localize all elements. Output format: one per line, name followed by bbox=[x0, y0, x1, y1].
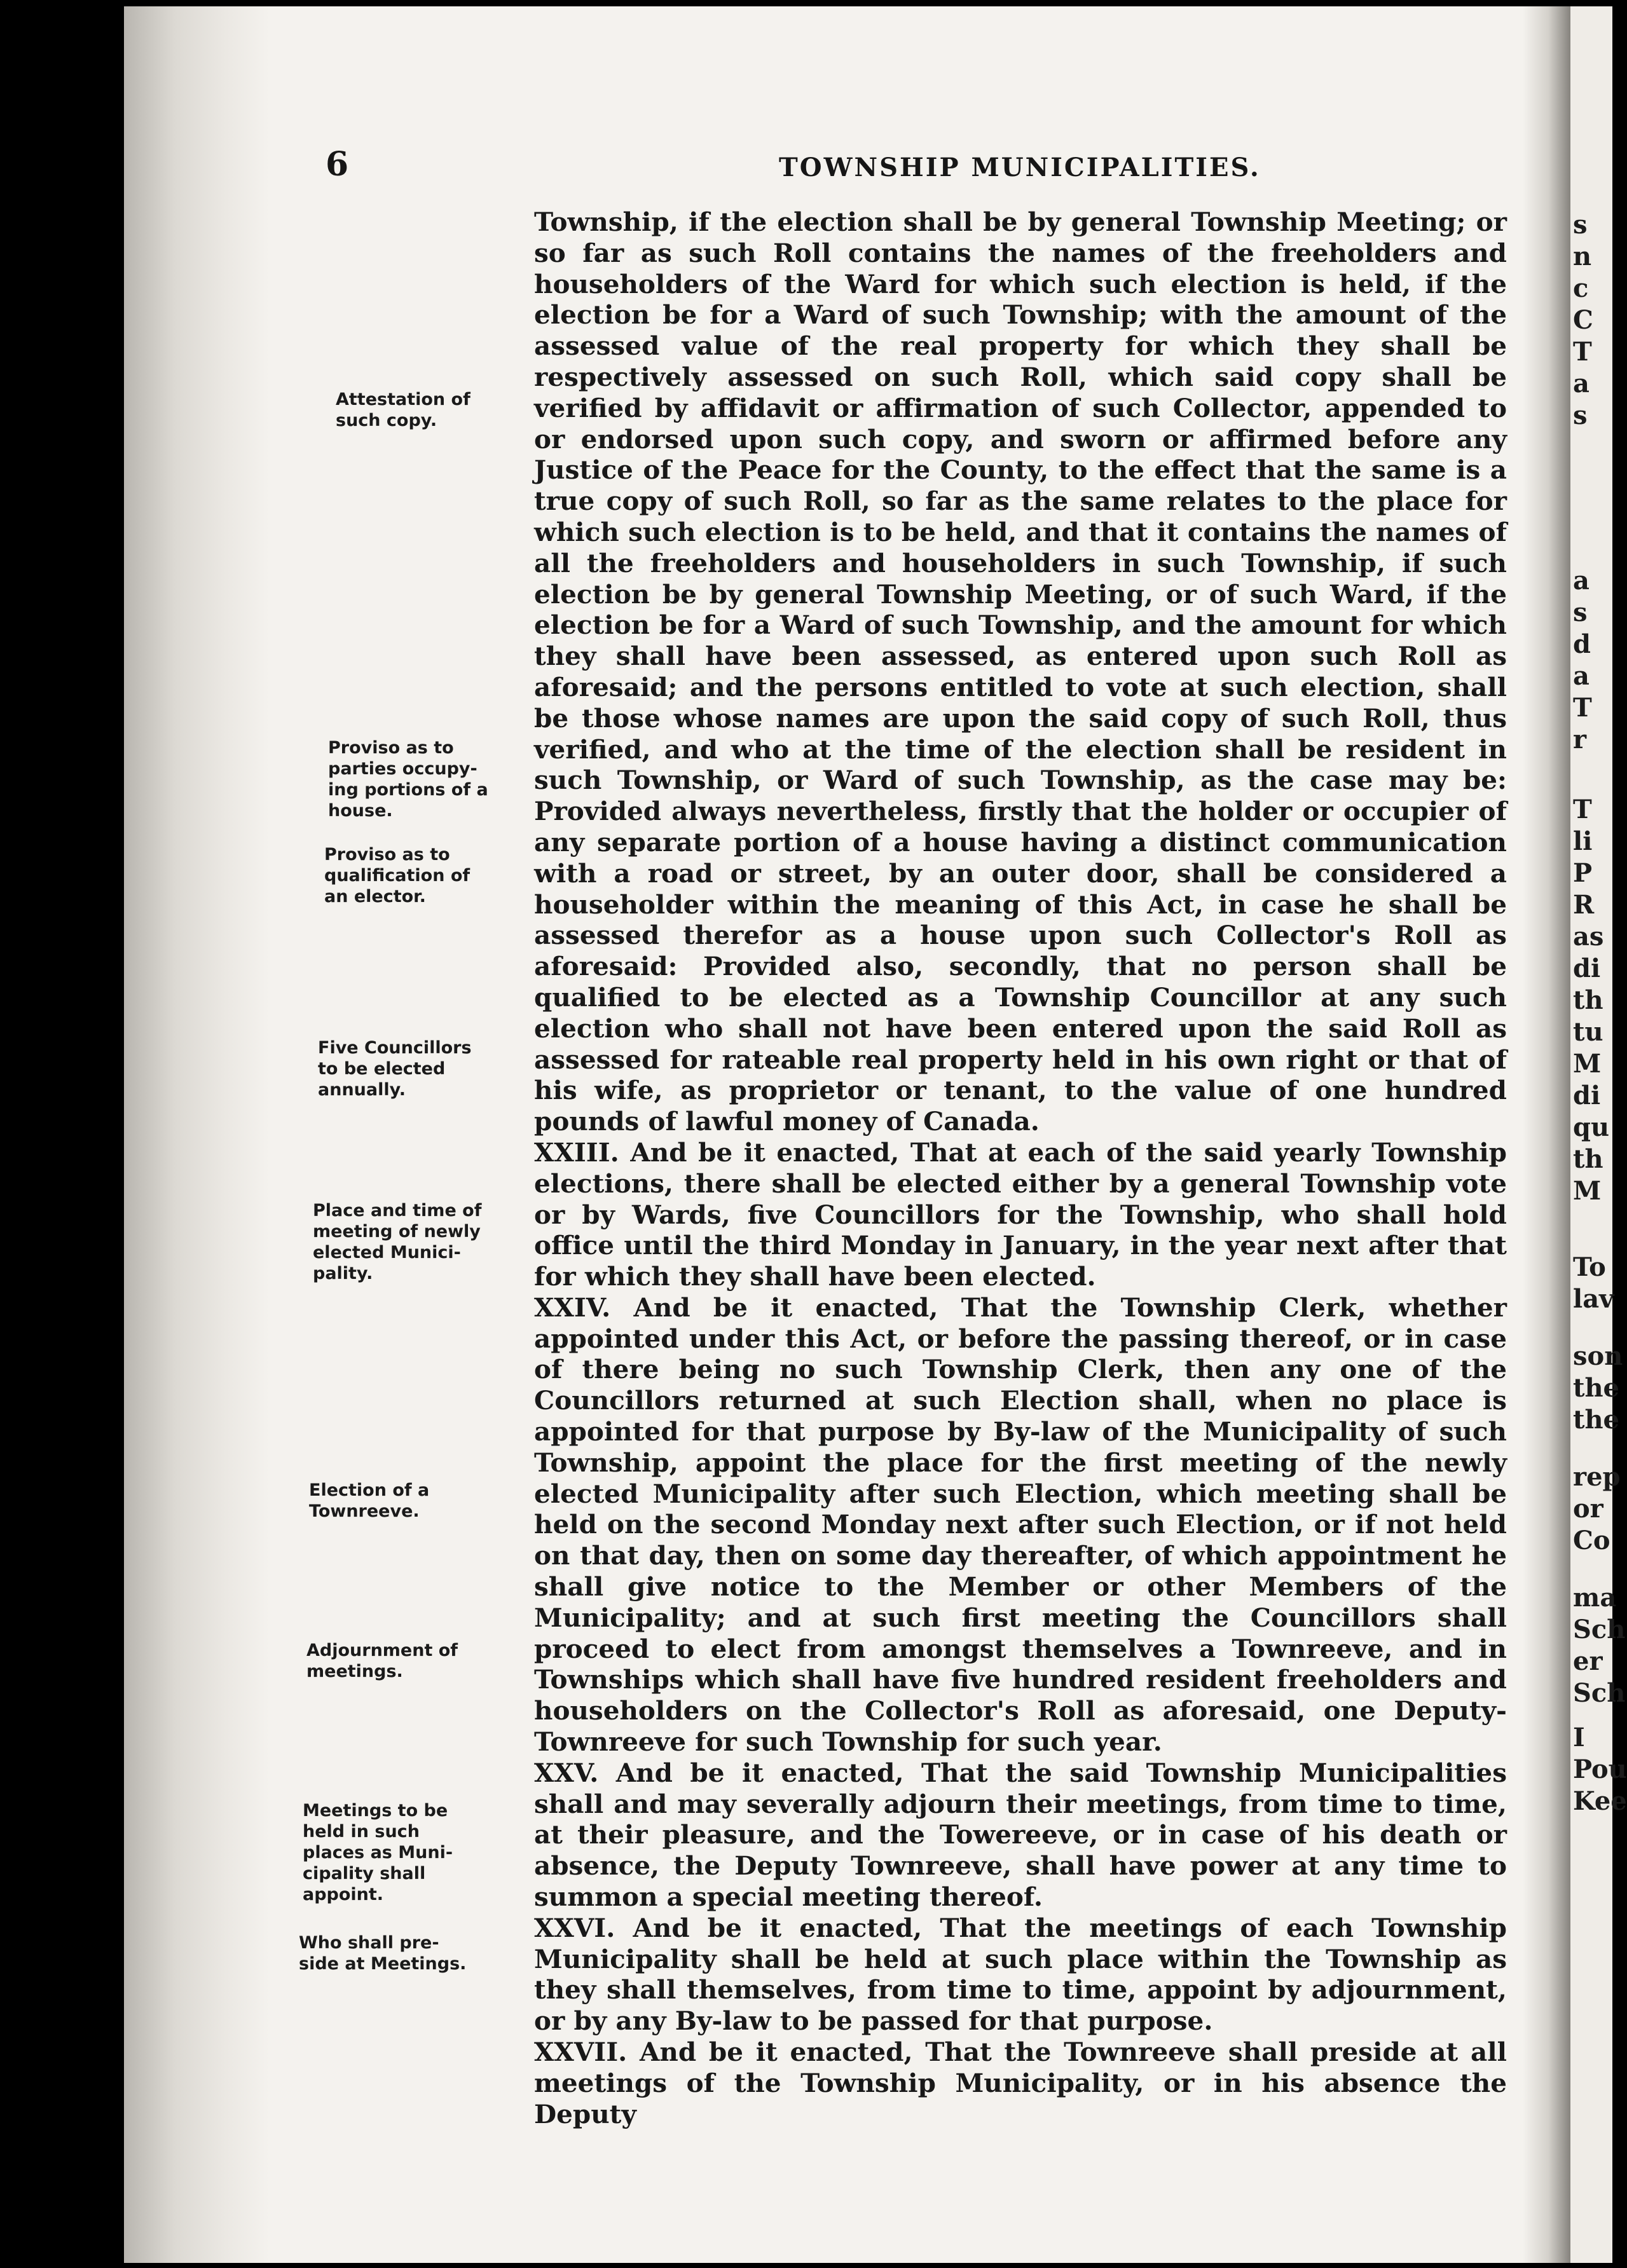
adjacent-page-fragment: rep bbox=[1573, 1462, 1621, 1492]
adjacent-page-fragment: qu bbox=[1573, 1112, 1610, 1142]
adjacent-page-fragment: lav bbox=[1573, 1284, 1614, 1314]
adjacent-page-fragment: M bbox=[1573, 1049, 1602, 1079]
adjacent-page-fragment: s bbox=[1573, 210, 1588, 240]
margin-note: Meetings to be held in such places as Muni- cipality shall appoint. bbox=[303, 1801, 453, 1904]
margin-note: Proviso as to qualification of an elector. bbox=[324, 845, 470, 906]
running-head: TOWNSHIP MUNICIPALITIES. bbox=[779, 153, 1261, 182]
adjacent-page-fragment: li bbox=[1573, 826, 1593, 856]
adjacent-page-fragment: Kee bbox=[1573, 1786, 1627, 1816]
margin-note: Five Councillors to be elected annually. bbox=[318, 1038, 472, 1100]
adjacent-page-fragment: I bbox=[1573, 1723, 1585, 1752]
adjacent-page-fragment: Sch bbox=[1573, 1615, 1626, 1644]
paragraph: XXV. And be it enacted, That the said Township Municipalities shall and may severally adjourn their meetings, from time to time, at their pleasure, and the Towereeve, or in case of his death or absence, the Deputy Townreeve, shall have power at any time to summon a special meeting thereof. bbox=[534, 1757, 1507, 1913]
adjacent-page-fragment: T bbox=[1573, 693, 1592, 723]
adjacent-page-fragment: T bbox=[1573, 795, 1592, 824]
adjacent-page-fragment: s bbox=[1573, 400, 1588, 430]
adjacent-page-fragment: er bbox=[1573, 1646, 1603, 1676]
page-number: 6 bbox=[326, 145, 349, 184]
adjacent-page-fragment: Co bbox=[1573, 1526, 1610, 1555]
adjacent-page-fragment: th bbox=[1573, 1144, 1603, 1174]
adjacent-page-fragment: di bbox=[1573, 1081, 1601, 1110]
adjacent-page-fragment: P bbox=[1573, 858, 1593, 888]
binding-gutter bbox=[124, 6, 270, 2263]
margin-note: Attestation of such copy. bbox=[336, 390, 470, 430]
adjacent-page-fragment: di bbox=[1573, 953, 1601, 983]
margin-note: Place and time of meeting of newly elected Munici- pality. bbox=[313, 1201, 482, 1283]
adjacent-page-fragment: tu bbox=[1573, 1017, 1603, 1047]
adjacent-page-fragment: s bbox=[1573, 598, 1588, 627]
adjacent-page-fragment: n bbox=[1573, 242, 1592, 271]
margin-note: Who shall pre- side at Meetings. bbox=[299, 1933, 467, 1974]
adjacent-page-fragment: or bbox=[1573, 1494, 1603, 1524]
body-text bbox=[534, 207, 1507, 2129]
adjacent-page-fragment: R bbox=[1573, 890, 1595, 920]
paragraph: Township, if the election shall be by general Township Meeting; or so far as such Roll contains the names of the freeholders and householders of the Ward for which such election is held, if the election be for a Ward of such Township; with the amount of the assessed value of the real property for which they shall be respectively assessed on such Roll, which said copy shall be verified by affidavit or affirmation of such Collector, appended to or endorsed upon such copy, and sworn or affirmed before any Justice of the Peace for the County, to the effect that the same is a true copy of such Roll, so far as the same relates to the place for which such election is to be held, and that it contains the names of all the freeholders and householders in such Township, if such election be by general Township Meeting, or of such Ward, if the election be for a Ward of such Township, and the amount for which they shall have been assessed, as entered upon such Roll as aforesaid; and the persons entitled to vote at such election, shall be those whose names are upon the said copy of such Roll, thus verified, and who at the time of the election shall be resident in such Township, or Ward of such Township, as the case may be: Provided always nevertheless, firstly that the holder or occupier of any separate portion of a house having a distinct communication with a road or street, by an outer door, shall be considered a householder within the meaning of this Act, in case he shall be assessed therefor as a house upon such Collector's Roll as aforesaid: Provided also, secondly, that no person shall be qualified to be elected as a Township Councillor at any such election who shall not have been entered upon the said Roll as assessed for rateable real property held in his own right or that of his wife, as proprietor or tenant, to the value of one hundred pounds of lawful money of Canada. bbox=[534, 207, 1507, 1137]
adjacent-page-fragment: the bbox=[1573, 1373, 1620, 1403]
adjacent-page-fragment: Sch bbox=[1573, 1678, 1626, 1708]
adjacent-page-fragment: To bbox=[1573, 1252, 1606, 1282]
adjacent-page-fragment: ma bbox=[1573, 1583, 1617, 1613]
adjacent-page-fragment: a bbox=[1573, 369, 1589, 399]
adjacent-page bbox=[1570, 6, 1627, 2263]
adjacent-page-fragment: a bbox=[1573, 566, 1589, 596]
paragraph: XXVII. And be it enacted, That the Townreeve shall preside at all meetings of the Township Municipality, or in his absence the Deputy bbox=[534, 2037, 1507, 2129]
paragraph: XXIII. And be it enacted, That at each of the said yearly Township elections, there shall be elected either by a general Township vote or by Wards, five Councillors for the Township, who shall hold office until the third Monday in January, in the year next after that for which they shall have been elected. bbox=[534, 1137, 1507, 1292]
paragraph: XXIV. And be it enacted, That the Township Clerk, whether appointed under this Act, or before the passing thereof, or in case of there being no such Township Clerk, then any one of the Councillors returned at such Election shall, when no place is appointed for that purpose by By-law of the Municipality of such Township, appoint the place for the first meeting of the newly elected Municipality after such Election, which meeting shall be held on the second Monday next after such Election, or if not held on that day, then on some day thereafter, of which appointment he shall give notice to the Member or other Members of the Municipality; and at such first meeting the Councillors shall proceed to elect from amongst themselves a Townreeve, and in Townships which shall have five hundred resident freeholders and householders on the Collector's Roll as aforesaid, one Deputy-Townreeve for such Township for such year. bbox=[534, 1292, 1507, 1758]
adjacent-page-fragment: M bbox=[1573, 1176, 1602, 1206]
adjacent-page-fragment: d bbox=[1573, 629, 1591, 659]
adjacent-page-fragment: c bbox=[1573, 273, 1589, 303]
adjacent-page-fragment: Pou bbox=[1573, 1754, 1627, 1784]
margin-note: Election of a Townreeve. bbox=[309, 1480, 430, 1521]
adjacent-page-fragment: a bbox=[1573, 661, 1589, 691]
adjacent-page-fragment: the bbox=[1573, 1405, 1620, 1435]
adjacent-page-fragment: as bbox=[1573, 922, 1604, 952]
paragraph: XXVI. And be it enacted, That the meetings of each Township Municipality shall be held at such place within the Township as they shall themselves, from time to time, appoint by adjournment, or by any By-law to be passed for that purpose. bbox=[534, 1912, 1507, 2037]
margin-note: Adjournment of meetings. bbox=[306, 1641, 458, 1681]
adjacent-page-fragment: T bbox=[1573, 337, 1592, 367]
adjacent-page-fragment: C bbox=[1573, 305, 1593, 335]
adjacent-page-fragment: th bbox=[1573, 985, 1603, 1015]
adjacent-page-fragment: son bbox=[1573, 1341, 1623, 1371]
adjacent-page-fragment: r bbox=[1573, 725, 1587, 755]
margin-note: Proviso as to parties occupy- ing portions of a house. bbox=[328, 738, 488, 821]
